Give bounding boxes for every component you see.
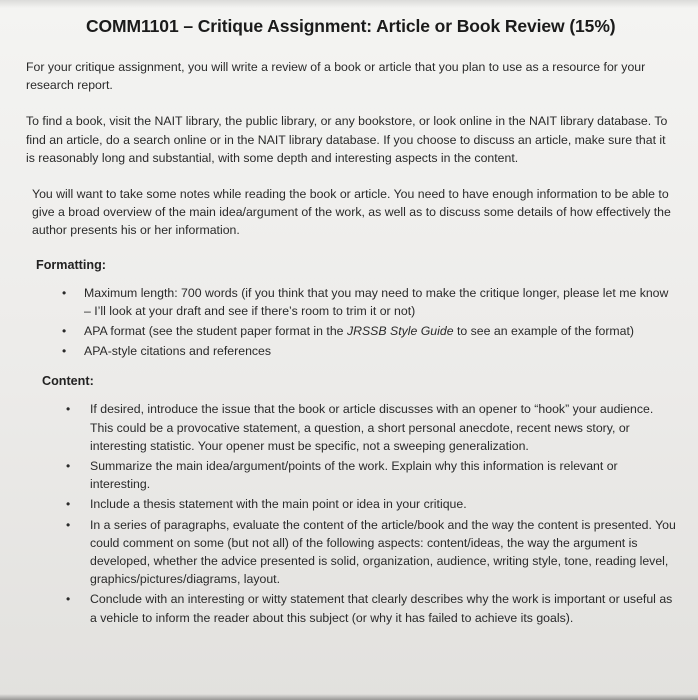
bullet-icon: • <box>62 324 67 339</box>
list-item <box>26 400 676 455</box>
bullet-icon: • <box>66 592 71 607</box>
bullet-icon: • <box>66 517 71 532</box>
content-list <box>26 400 676 626</box>
content-item-evaluate: In a series of paragraphs, evaluate the content of the article/book and the way the content is presented. You could comment on some (but not all) of the following aspects: content/ideas, the way the argument is developed, whether the advice presented is solid, organization, audience, writing style, tone, reading level, graphics/pictures/diagrams, layout. <box>90 517 676 587</box>
bullet-icon: • <box>66 402 71 417</box>
content-item-opener: If desired, introduce the issue that the book or article discusses with an opener to “hook” your audience. This could be a provocative statement, a question, a short personal anecdote, recent news story, or interesting statistic. Your opener must be specific, not a sweeping generalization. <box>90 402 654 453</box>
list-item <box>26 516 676 589</box>
formatting-heading: Formatting: <box>36 257 106 272</box>
bullet-icon: • <box>62 285 67 300</box>
formatting-list <box>26 284 676 361</box>
list-item <box>26 284 676 320</box>
find-source-paragraph: To find a book, visit the NAIT library, the public library, or any bookstore, or look online in the NAIT library database. To find an article, do a search online or in the NAIT library database. If you choose to discuss an article, make sure that it is reasonably long and substantial, with some depth and interesting aspects in the content. <box>26 114 668 165</box>
formatting-item-citations: APA-style citations and references <box>84 344 272 359</box>
style-guide-title: JRSSB Style Guide <box>346 324 454 339</box>
content-item-thesis: Include a thesis statement with the main point or idea in your critique. <box>90 497 467 512</box>
list-item <box>26 457 676 493</box>
formatting-item-length: Maximum length: 700 words (if you think that you may need to make the critique longer, please let me know – I’ll look at your draft and see if there’s room to trim it or not) <box>84 285 669 318</box>
content-item-conclude: Conclude with an interesting or witty statement that clearly describes why the work is important or useful as a vehicle to inform the reader about this subject (or why it has failed to achieve its goals). <box>90 592 673 625</box>
bottom-edge <box>0 694 698 700</box>
content-heading: Content: <box>42 374 94 389</box>
list-item <box>26 590 676 626</box>
page-title: COMM1101 – Critique Assignment: Article or Book Review (15%) <box>86 16 616 36</box>
intro-paragraph: For your critique assignment, you will write a review of a book or article that you plan to use as a resource for your research report. <box>26 60 646 93</box>
top-shadow <box>0 0 698 8</box>
list-item <box>26 495 676 513</box>
formatting-item-apa-pre: APA format (see the student paper format in the <box>84 324 347 339</box>
content-item-summarize: Summarize the main idea/argument/points of the work. Explain why this information is relevant or interesting. <box>90 459 618 492</box>
list-item <box>26 322 676 340</box>
bullet-icon: • <box>62 344 67 359</box>
bullet-icon: • <box>66 459 71 474</box>
formatting-item-apa-post: to see an example of the format) <box>453 324 635 339</box>
notes-paragraph: You will want to take some notes while reading the book or article. You need to have enough information to be able to give a broad overview of the main idea/argument of the work, as well as to discuss some details of how effectively the author presents his or her information. <box>32 187 671 238</box>
bullet-icon: • <box>66 497 71 512</box>
list-item <box>26 342 676 360</box>
